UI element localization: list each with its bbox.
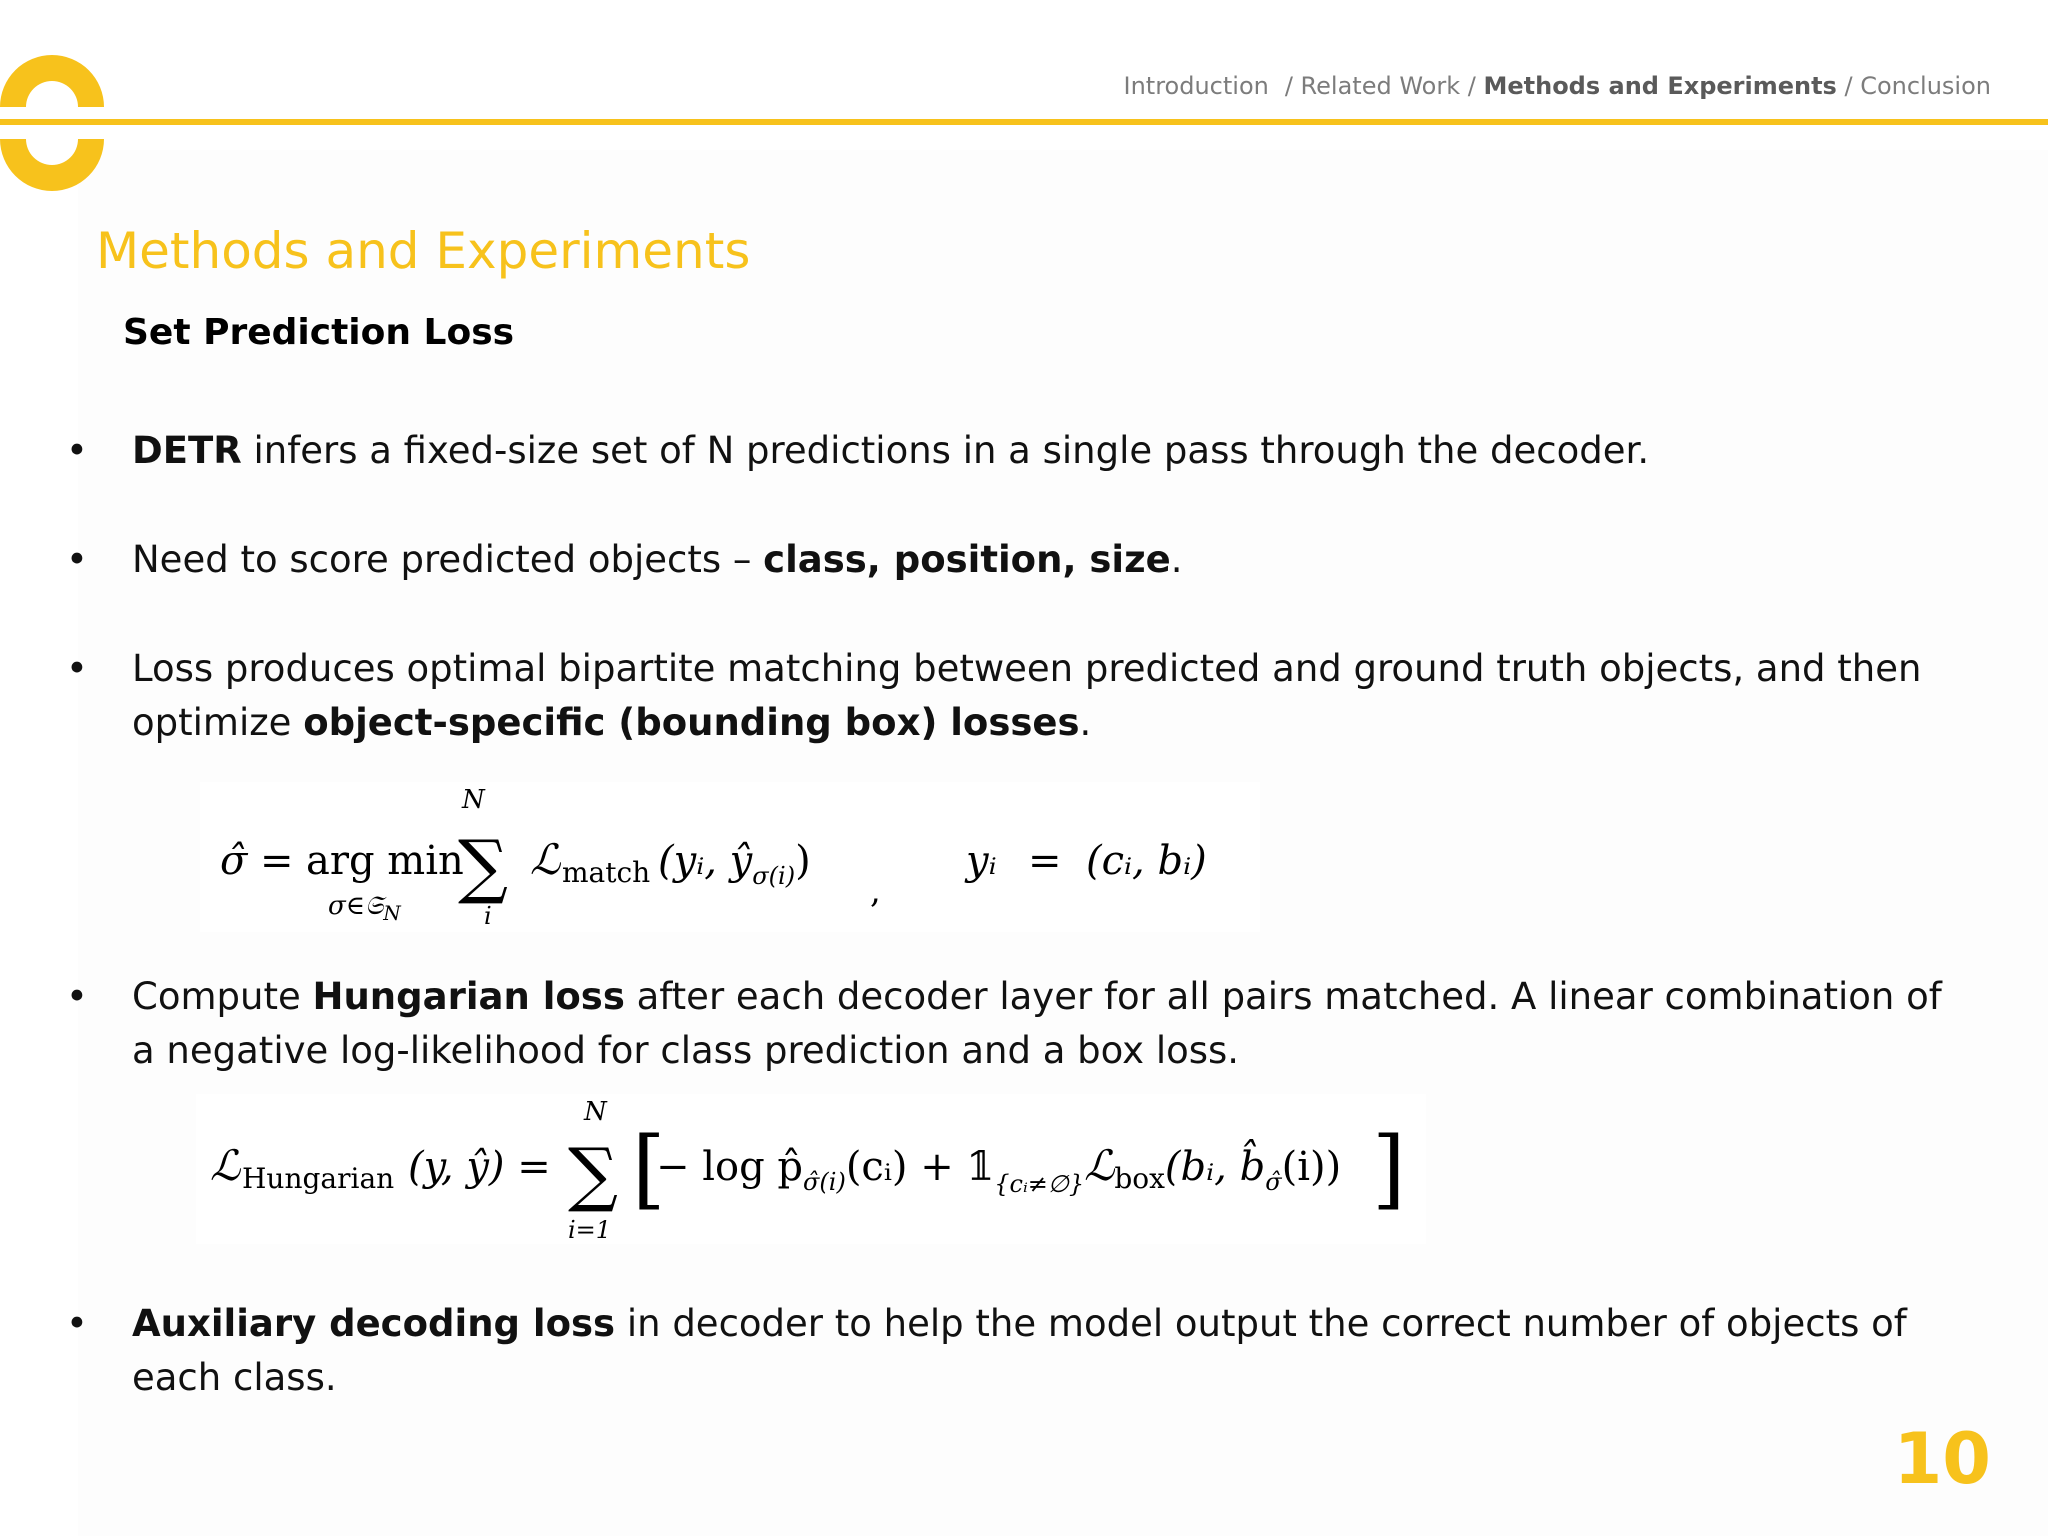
bullet-bold: class, position, size (763, 538, 1171, 581)
equation-args: (cᵢ, bᵢ) (1086, 838, 1207, 884)
bullet-span: Loss produces optimal bipartite matching between predicted and ground truth objects, and then optimize (132, 647, 1922, 744)
bracket-close: ] (1372, 1119, 1406, 1219)
bullet-text (132, 970, 1976, 1078)
bullet-bold: object-specific (bounding box) losses (303, 701, 1080, 744)
bullet-span: . (1079, 701, 1092, 744)
bullet-bold: Auxiliary decoding loss (132, 1302, 616, 1345)
bullet-marker: • (66, 538, 88, 581)
equation-symbol: = (260, 838, 294, 884)
bullet-span: Need to score predicted objects – (132, 538, 764, 581)
equation-subscript: i (484, 902, 492, 930)
page-number: 10 (1893, 1418, 1991, 1500)
equation-symbol: ℒ (210, 1141, 241, 1190)
equation-subscript: Hungarian (242, 1162, 395, 1195)
bullet-marker: • (66, 975, 88, 1018)
equation-symbol: σ̂ (220, 838, 248, 884)
bullet-item (66, 1297, 1976, 1405)
bullet-item (66, 970, 1976, 1078)
equation-args: (y, ŷ) = (408, 1144, 551, 1190)
bullet-span: . (1170, 538, 1183, 581)
bullet-span: in decoder to help the model output the correct number of objects of each class. (132, 1302, 1907, 1399)
breadcrumb-methods[interactable]: Methods and Experiments (1483, 72, 1837, 100)
equation-subscript: σ̂ (1265, 1168, 1282, 1196)
equation-comma: , (870, 871, 881, 911)
equation-subscript: σ̂(i) (803, 1168, 846, 1196)
breadcrumb-introduction[interactable]: Introduction (1123, 72, 1269, 100)
equation-args: (bᵢ, b̂ (1164, 1144, 1266, 1190)
bullet-item (66, 642, 1976, 750)
bullet-text (132, 1297, 1976, 1405)
equation-symbol: = (1028, 838, 1062, 884)
equation-symbol: yᵢ (966, 838, 997, 884)
bullet-text (132, 424, 1976, 478)
bullet-span: Compute (132, 975, 313, 1018)
equation-term: − log p̂ (656, 1144, 804, 1190)
equation-subscript: N (383, 901, 401, 925)
bullet-bold: DETR (132, 429, 242, 472)
sum-symbol: ∑ (458, 825, 508, 907)
equation-symbol: ℒ (1084, 1141, 1115, 1190)
bullet-item (66, 424, 1976, 478)
equation-symbol: ℒ (530, 835, 561, 884)
hungarian-equation (196, 1094, 1426, 1244)
equation-subscript: {cᵢ≠∅} (994, 1170, 1085, 1198)
breadcrumb-related-work[interactable]: / Related Work / (1284, 72, 1476, 100)
bullet-item (66, 533, 1976, 587)
bullet-bold: Hungarian loss (312, 975, 625, 1018)
equation-subscript: box (1114, 1162, 1165, 1195)
matching-equation (200, 782, 1260, 932)
header-rule (0, 119, 2048, 125)
equation-term: (cᵢ) + 𝟙 (845, 1144, 995, 1190)
sum-symbol: ∑ (568, 1133, 618, 1215)
equation-paren: ) (795, 838, 811, 884)
equation-operator: arg min (306, 838, 464, 884)
bracket-open: [ (632, 1119, 666, 1219)
equation-subscript: i=1 (568, 1216, 612, 1244)
breadcrumb-conclusion[interactable]: / Conclusion (1844, 72, 1991, 100)
bullet-marker: • (66, 647, 88, 690)
equation-subscript: match (562, 856, 651, 889)
bullet-span: infers a fixed-size set of N predictions in a single pass through the decoder. (241, 429, 1650, 472)
bullet-marker: • (66, 1302, 88, 1345)
breadcrumb (1124, 72, 1992, 100)
equation-superscript: N (462, 785, 485, 815)
equation-subscript: σ(i) (752, 862, 796, 890)
equation-subscript: σ∈𝔖 (328, 891, 384, 921)
bullet-text (132, 642, 1976, 750)
equation-args: (i)) (1281, 1144, 1342, 1190)
bullet-span: after each decoder layer for all pairs matched. A linear combination of a negative log-likelihood for class prediction and a box loss. (132, 975, 1942, 1072)
bullet-marker: • (66, 429, 88, 472)
section-subtitle: Set Prediction Loss (123, 312, 515, 353)
equation-args: (yᵢ, ŷ (658, 838, 753, 884)
slide-title: Methods and Experiments (96, 222, 751, 280)
bullet-text (132, 533, 1976, 587)
equation-superscript: N (584, 1097, 607, 1127)
